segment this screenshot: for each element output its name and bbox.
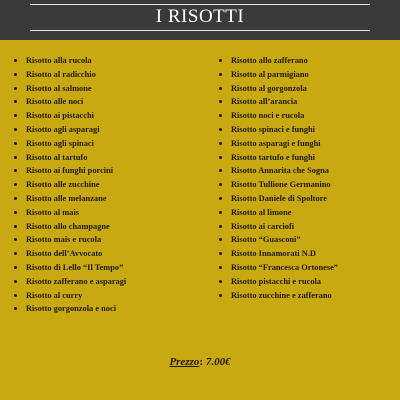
- list-item: [219, 275, 394, 289]
- bullet-icon: [219, 142, 222, 145]
- bullet-icon: [219, 169, 222, 172]
- list-item: [219, 109, 394, 123]
- list-item-label: Risotto al limone: [231, 207, 292, 217]
- list-item: [14, 302, 204, 316]
- bullet-icon: [219, 87, 222, 90]
- list-item: [14, 178, 204, 192]
- bullet-icon: [14, 183, 17, 186]
- list-item-label: Risotto tartufo e funghi: [231, 152, 315, 162]
- list-item: [219, 247, 394, 261]
- bullet-icon: [219, 156, 222, 159]
- header-bar: [0, 0, 400, 40]
- list-item: [14, 123, 204, 137]
- bullet-icon: [14, 73, 17, 76]
- list-item-label: Risotto ai carciofi: [231, 221, 295, 231]
- bullet-icon: [219, 252, 222, 255]
- bullet-icon: [14, 169, 17, 172]
- price-value: 7.00€: [205, 356, 231, 368]
- list-item: [219, 137, 394, 151]
- bullet-icon: [14, 225, 17, 228]
- list-item: [14, 220, 204, 234]
- page-title: I RISOTTI: [155, 6, 245, 27]
- bullet-icon: [219, 197, 222, 200]
- bullet-icon: [14, 238, 17, 241]
- list-item-label: Risotto alle melanzane: [26, 193, 107, 203]
- bullet-icon: [14, 87, 17, 90]
- bullet-icon: [219, 211, 222, 214]
- bullet-icon: [14, 197, 17, 200]
- bullet-icon: [219, 100, 222, 103]
- bullet-icon: [14, 211, 17, 214]
- list-item: [14, 137, 204, 151]
- bullet-icon: [219, 225, 222, 228]
- bullet-icon: [14, 266, 17, 269]
- list-item: [219, 82, 394, 96]
- list-item: [219, 123, 394, 137]
- list-item-label: Risotto al mais: [26, 207, 80, 217]
- list-item-label: Risotto Daniele di Spoltore: [231, 193, 327, 203]
- list-item-label: Risotto Tullione Germanino: [231, 180, 331, 190]
- list-item: [14, 68, 204, 82]
- list-item: [14, 109, 204, 123]
- list-item: [219, 178, 394, 192]
- list-item: [14, 54, 204, 68]
- list-item-label: Risotto mais e rucola: [26, 235, 102, 245]
- list-item-label: Risotto dell’Avvocato: [26, 249, 103, 259]
- bullet-icon: [219, 266, 222, 269]
- list-item-label: Risotto “Guasconi”: [231, 235, 301, 245]
- bullet-icon: [14, 294, 17, 297]
- bullet-icon: [219, 294, 222, 297]
- price-separator: :: [199, 356, 206, 368]
- bullet-icon: [219, 238, 222, 241]
- list-item-label: Risotto al curry: [26, 290, 83, 300]
- price-label: Prezzo: [169, 356, 200, 368]
- list-item-label: Risotto gorgonzola e noci: [26, 304, 117, 314]
- list-item: [219, 68, 394, 82]
- menu-list-left: [14, 54, 204, 316]
- bullet-icon: [219, 114, 222, 117]
- list-item: [219, 206, 394, 220]
- bullet-icon: [219, 73, 222, 76]
- list-item: [219, 164, 394, 178]
- list-item: [219, 151, 394, 165]
- price-line: [0, 356, 400, 368]
- header-rule-bottom: [30, 30, 370, 31]
- bullet-icon: [14, 142, 17, 145]
- bullet-icon: [14, 252, 17, 255]
- list-item-label: Risotto alla rucola: [26, 56, 92, 65]
- bullet-icon: [14, 156, 17, 159]
- bullet-icon: [14, 59, 17, 62]
- list-item: [14, 206, 204, 220]
- list-item-label: Risotto al gorgonzola: [231, 83, 307, 93]
- list-item-label: Risotto ai pistacchi: [26, 111, 94, 121]
- list-item: [219, 289, 394, 303]
- list-item-label: Risotto alle noci: [26, 97, 84, 107]
- list-item-label: Risotto Innamorati N.D: [231, 249, 316, 259]
- bullet-icon: [14, 128, 17, 131]
- list-item-label: Risotto noci e rucola: [231, 111, 305, 121]
- list-item-label: Risotto agli asparagi: [26, 124, 100, 134]
- bullet-icon: [14, 100, 17, 103]
- menu-list-right: [219, 54, 394, 302]
- list-item: [219, 261, 394, 275]
- bullet-icon: [219, 183, 222, 186]
- list-item-label: Risotto Annarita che Sogna: [231, 166, 329, 176]
- list-item: [14, 192, 204, 206]
- list-item: [14, 275, 204, 289]
- bullet-icon: [219, 128, 222, 131]
- list-item: [14, 247, 204, 261]
- list-item-label: Risotto agli spinaci: [26, 138, 94, 148]
- list-item-label: Risotto al radicchio: [26, 69, 96, 79]
- list-item-label: Risotto di Lello “Il Tempo”: [26, 262, 124, 272]
- list-item-label: Risotto “Francesca Ortonese”: [231, 262, 338, 272]
- bullet-icon: [219, 59, 222, 62]
- list-item-label: Risotto ai funghi porcini: [26, 166, 114, 176]
- list-item-label: Risotto spinaci e funghi: [231, 124, 315, 134]
- list-item: [14, 261, 204, 275]
- list-item: [14, 95, 204, 109]
- list-item: [14, 151, 204, 165]
- list-item: [14, 164, 204, 178]
- list-item-label: Risotto zafferano e asparagi: [26, 276, 127, 286]
- list-item-label: Risotto allo champagne: [26, 221, 110, 231]
- list-item: [14, 82, 204, 96]
- bullet-icon: [219, 280, 222, 283]
- list-item-label: Risotto asparagi e funghi: [231, 138, 321, 148]
- list-item: [219, 95, 394, 109]
- bullet-icon: [14, 280, 17, 283]
- bullet-icon: [14, 114, 17, 117]
- list-item: [219, 192, 394, 206]
- list-item: [219, 54, 394, 68]
- list-item-label: Risotto all’arancia: [231, 97, 298, 107]
- list-item-label: Risotto al parmigiano: [231, 69, 309, 79]
- bullet-icon: [14, 307, 17, 310]
- list-item: [14, 233, 204, 247]
- list-item: [219, 220, 394, 234]
- list-item-label: Risotto allo zafferano: [231, 56, 308, 65]
- list-item-label: Risotto pistacchi e rucola: [231, 276, 322, 286]
- list-item-label: Risotto al salmone: [26, 83, 92, 93]
- list-item-label: Risotto al tartufo: [26, 152, 88, 162]
- list-item-label: Risotto alle zucchine: [26, 180, 100, 190]
- list-item-label: Risotto zucchine e zafferano: [231, 290, 332, 300]
- list-item: [219, 233, 394, 247]
- list-item: [14, 289, 204, 303]
